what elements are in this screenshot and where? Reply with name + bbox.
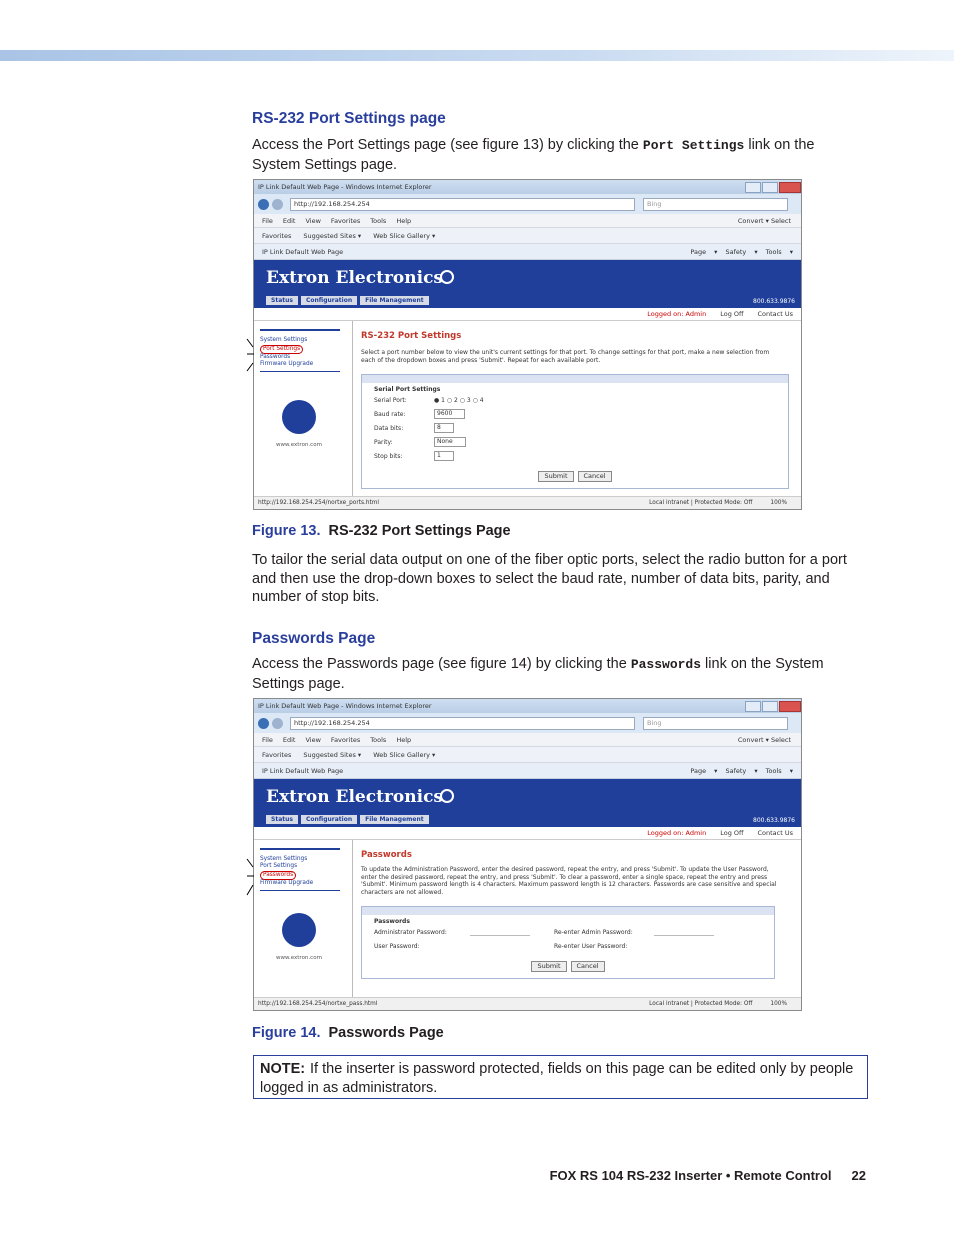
sidebar-item-system-settings: System Settings (260, 856, 308, 862)
figure-number: Figure 13. (252, 523, 321, 539)
text: Access the Port Settings page (see figure 13) by clicking the (252, 137, 643, 153)
fav-webslice: Web Slice Gallery ▾ (373, 750, 436, 759)
top-accent-bar (0, 50, 954, 61)
search-input: Bing (643, 717, 788, 730)
zone-info: Local intranet | Protected Mode: Off (649, 1001, 753, 1007)
sidebar-item-firmware: Firmware Upgrade (260, 361, 314, 367)
convert-select: Convert ▾ Select (737, 735, 791, 744)
passwords-link-ref: Passwords (630, 657, 702, 672)
panel-header (362, 907, 774, 915)
zone-info: Local intranet | Protected Mode: Off (649, 500, 753, 506)
extron-logo: Extron Electronics (266, 268, 443, 288)
maximize-icon (762, 182, 778, 193)
content-title: RS-232 Port Settings (361, 331, 462, 341)
status-bar (254, 496, 801, 509)
sidebar-url: www.extron.com (276, 442, 322, 448)
divider (260, 371, 340, 372)
page-number: 22 (851, 1168, 866, 1183)
label: Serial Port: (374, 396, 407, 404)
forward-icon (272, 199, 283, 210)
sidebar-item-port-settings: Port Settings (260, 345, 303, 354)
page-footer (550, 1168, 866, 1183)
menu-favorites: Favorites (330, 216, 361, 225)
menu-file: File (262, 216, 273, 225)
row-data-bits (362, 421, 788, 435)
figure-number: Figure 14. (252, 1025, 321, 1041)
cancel-button: Cancel (578, 471, 612, 482)
menu-tools: Tools (370, 735, 387, 744)
log-off: Log Off (720, 310, 744, 318)
text: link on the System Settings page. (252, 137, 815, 173)
forward-icon (272, 718, 283, 729)
content-title: Passwords (361, 850, 412, 860)
figure-title: Passwords Page (328, 1025, 444, 1041)
port-radios: ● 1 ○ 2 ○ 3 ○ 4 (434, 396, 484, 404)
fav-favorites: Favorites (262, 750, 292, 759)
address-bar (254, 194, 801, 214)
extron-body (254, 321, 801, 509)
maximize-icon (762, 701, 778, 712)
callout-marks (246, 857, 256, 897)
submit-button: Submit (531, 961, 566, 972)
menu-bar (254, 733, 801, 747)
content-desc: To update the Administration Password, enter the desired password, repeat the entry, and press 'Submit'. To update the User Password, enter the desired password, repeat the entry, and press 'Submit'. To clear a password, enter a single space, repeat the entry and press 'Submit'. Minimum password length is 4 characters. Maximum password length is 12 characters. Passwords are case sensitive and special characters are not allowed. (361, 866, 777, 896)
divider (260, 848, 340, 850)
port-settings-paragraph: To tailor the serial data output on one of the fiber optic ports, select the radio button for a port and then use the drop-down boxes to select the baud rate, number of data bits, parity, and number of stop bits. (252, 552, 847, 605)
status-bar (254, 997, 801, 1010)
contact-us: Contact Us (757, 310, 793, 318)
section-heading-passwords: Passwords Page (252, 630, 376, 647)
menu-bar (254, 214, 801, 228)
extron-banner (254, 779, 801, 827)
phone-number: 800.633.9876 (753, 817, 795, 824)
footer-title: FOX RS 104 RS-232 Inserter • Remote Control (549, 1168, 832, 1183)
extron-tabs (266, 296, 432, 305)
row-user-password (362, 939, 774, 953)
port-settings-link-ref: Port Settings (642, 138, 745, 153)
log-off: Log Off (720, 829, 744, 837)
extron-tabs (266, 815, 432, 824)
stop-bits-select: 1 (434, 451, 454, 461)
window-title: IP Link Default Web Page - Windows Internet Explorer (258, 702, 432, 710)
figure-14-caption (252, 1025, 444, 1041)
tab-bar (254, 244, 801, 260)
window-title: IP Link Default Web Page - Windows Internet Explorer (258, 183, 432, 191)
content-desc: Select a port number below to view the unit's current settings for that port. To change settings for that port, make a new selection from each of the dropdown boxes and press 'Submit'. Repeat for each available port. (361, 349, 770, 364)
extron-emblem-icon (282, 400, 316, 434)
browser-tab: IP Link Default Web Page (262, 247, 344, 256)
window-controls (744, 701, 801, 712)
panel-buttons (362, 463, 788, 488)
figure-14-screenshot (253, 698, 802, 1011)
menu-edit: Edit (282, 216, 296, 225)
text: Access the Passwords page (see figure 14) by clicking the (252, 656, 631, 672)
re-admin-password-field (654, 928, 714, 936)
browser-title-bar (254, 699, 801, 713)
row-parity (362, 435, 788, 449)
sidebar-url: www.extron.com (276, 955, 322, 961)
minimize-icon (745, 701, 761, 712)
label: Administrator Password: (374, 928, 447, 936)
sidebar (260, 329, 340, 448)
fav-suggested: Suggested Sites ▾ (303, 231, 362, 240)
browser-tab: IP Link Default Web Page (262, 766, 344, 775)
section-heading-port-settings: RS-232 Port Settings page (252, 110, 446, 127)
row-stop-bits (362, 449, 788, 463)
sidebar-item-passwords: Passwords (260, 354, 291, 360)
divider (260, 329, 340, 331)
label: Stop bits: (374, 452, 403, 460)
favorites-bar (254, 747, 801, 763)
zoom-level: 100% (770, 500, 787, 506)
callout-marks (246, 337, 256, 377)
data-bits-select: 8 (434, 423, 454, 433)
label: Re-enter User Password: (554, 942, 628, 950)
globe-icon (440, 789, 454, 803)
favorites-bar (254, 228, 801, 244)
fav-webslice: Web Slice Gallery ▾ (373, 231, 436, 240)
address-bar (254, 713, 801, 733)
panel-title: Serial Port Settings (374, 386, 441, 393)
label: User Password: (374, 942, 420, 950)
sidebar (260, 848, 340, 961)
fav-suggested: Suggested Sites ▾ (303, 750, 362, 759)
menu-view: View (305, 735, 321, 744)
contact-us: Contact Us (757, 829, 793, 837)
row-baud (362, 407, 788, 421)
tab-file-management: File Management (360, 815, 429, 824)
tab-status: Status (266, 815, 298, 824)
minimize-icon (745, 182, 761, 193)
globe-icon (440, 270, 454, 284)
tab-file-management: File Management (360, 296, 429, 305)
search-input: Bing (643, 198, 788, 211)
sidebar-item-passwords: Passwords (260, 871, 296, 880)
extron-logo: Extron Electronics (266, 787, 443, 807)
divider (260, 890, 340, 891)
status-url: http://192.168.254.254/nortxe_pass.html (258, 1001, 378, 1007)
figure-13-caption (252, 523, 511, 539)
passwords-panel (361, 906, 775, 979)
baud-select: 9600 (434, 409, 465, 419)
note-box (253, 1055, 868, 1099)
content-area (352, 840, 795, 1010)
figure-title: RS-232 Port Settings Page (328, 523, 511, 539)
logged-on: Logged on: Admin (647, 829, 707, 837)
admin-password-field (470, 928, 530, 936)
tab-bar (254, 763, 801, 779)
text: link on the System Settings page. (252, 656, 824, 692)
tab-status: Status (266, 296, 298, 305)
menu-help: Help (396, 735, 412, 744)
address-input: http://192.168.254.254 (290, 717, 635, 730)
row-admin-password (362, 925, 774, 939)
convert-select: Convert ▾ Select (737, 216, 791, 225)
panel-buttons (362, 953, 774, 978)
sidebar-item-system-settings: System Settings (260, 337, 308, 343)
content-area (352, 321, 795, 509)
menu-help: Help (396, 216, 412, 225)
tab-configuration: Configuration (301, 815, 357, 824)
sidebar-item-firmware: Firmware Upgrade (260, 880, 314, 886)
label: Baud rate: (374, 410, 406, 418)
back-icon (258, 718, 269, 729)
login-strip (254, 827, 801, 840)
menu-favorites: Favorites (330, 735, 361, 744)
back-icon (258, 199, 269, 210)
serial-settings-panel (361, 374, 789, 489)
extron-emblem-icon (282, 913, 316, 947)
label: Parity: (374, 438, 393, 446)
menu-tools: Tools (370, 216, 387, 225)
menu-edit: Edit (282, 735, 296, 744)
command-bar: Page ▾ Safety ▾ Tools ▾ (690, 766, 793, 775)
cancel-button: Cancel (571, 961, 605, 972)
extron-banner (254, 260, 801, 308)
browser-title-bar (254, 180, 801, 194)
label: Data bits: (374, 424, 404, 432)
extron-body (254, 840, 801, 1010)
panel-title: Passwords (374, 918, 410, 925)
note-label: NOTE: (260, 1061, 306, 1077)
phone-number: 800.633.9876 (753, 298, 795, 305)
tab-configuration: Configuration (301, 296, 357, 305)
parity-select: None (434, 437, 466, 447)
command-bar: Page ▾ Safety ▾ Tools ▾ (690, 247, 793, 256)
fav-favorites: Favorites (262, 231, 292, 240)
sidebar-item-port-settings: Port Settings (260, 863, 298, 869)
logged-on: Logged on: Admin (647, 310, 707, 318)
intro-paragraph-port-settings (252, 136, 852, 174)
login-strip (254, 308, 801, 321)
menu-view: View (305, 216, 321, 225)
window-controls (744, 182, 801, 193)
panel-header (362, 375, 788, 383)
figure-13-screenshot (253, 179, 802, 510)
row-serial-port (362, 393, 788, 407)
close-icon (779, 701, 801, 712)
close-icon (779, 182, 801, 193)
intro-paragraph-passwords (252, 655, 852, 693)
address-input: http://192.168.254.254 (290, 198, 635, 211)
submit-button: Submit (538, 471, 573, 482)
label: Re-enter Admin Password: (554, 928, 633, 936)
note-text: If the inserter is password protected, fields on this page can be edited only by people logged in as administrators. (260, 1061, 854, 1096)
zoom-level: 100% (770, 1001, 787, 1007)
menu-file: File (262, 735, 273, 744)
status-url: http://192.168.254.254/nortxe_ports.html (258, 500, 380, 506)
